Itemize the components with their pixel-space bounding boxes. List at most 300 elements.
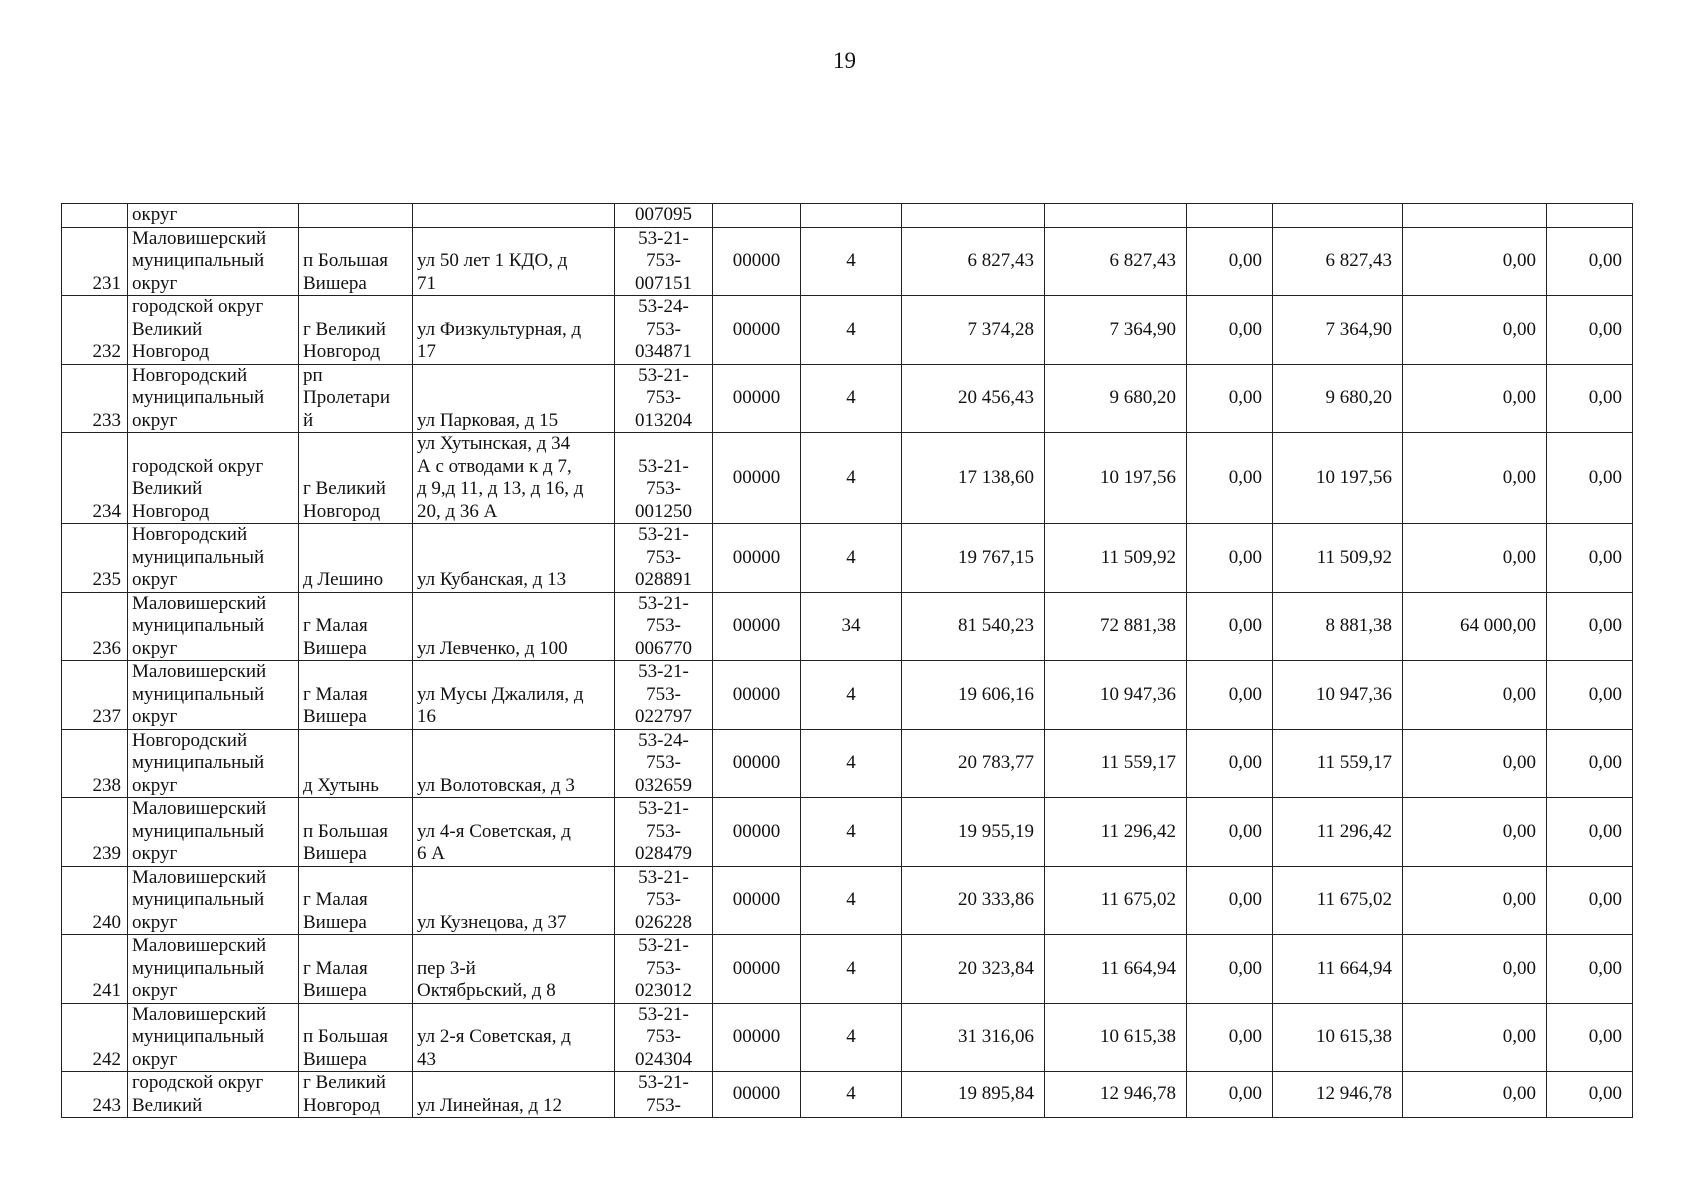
cell-settlement-line: п Большая bbox=[303, 250, 389, 271]
cell-address-line: ул 2-я Советская, д bbox=[417, 1026, 571, 1047]
cell-code: 00000 bbox=[713, 1003, 801, 1072]
cell-number: 232 bbox=[62, 296, 128, 365]
cell-address bbox=[413, 935, 615, 1004]
cell-settlement-line: п Большая bbox=[303, 1026, 389, 1047]
cell-address-line: 17 bbox=[417, 341, 436, 362]
cell-settlement bbox=[299, 661, 413, 730]
cell-v2: 11 559,17 bbox=[1045, 729, 1187, 798]
cell-v6: 0,00 bbox=[1547, 866, 1633, 935]
cell-cadastral-line: 753- bbox=[646, 957, 681, 979]
cell-address-line: пер 3-й bbox=[417, 957, 476, 979]
cell-cadastral-line: 53-21- bbox=[638, 455, 689, 477]
cell-v1: 31 316,06 bbox=[902, 1003, 1045, 1072]
cell-v5: 0,00 bbox=[1403, 798, 1547, 867]
table-row bbox=[62, 798, 1633, 867]
cell-district bbox=[128, 364, 299, 433]
cell-code: 00000 bbox=[713, 364, 801, 433]
cell-district-line: Маловишерский bbox=[132, 935, 267, 956]
cell-district-line: муниципальный bbox=[132, 683, 265, 705]
cell-settlement-line: Вишера bbox=[303, 706, 367, 727]
cell-address bbox=[413, 296, 615, 365]
cell-cadastral-line: 023012 bbox=[635, 980, 692, 1001]
cell-v5: 0,00 bbox=[1403, 227, 1547, 296]
cell-cadastral-line: 53-21- bbox=[638, 866, 689, 888]
cell-v6: 0,00 bbox=[1547, 296, 1633, 365]
cell-settlement bbox=[299, 296, 413, 365]
cell-district bbox=[128, 1003, 299, 1072]
cell-v1: 17 138,60 bbox=[902, 433, 1045, 524]
cell-v6: 0,00 bbox=[1547, 592, 1633, 661]
cell-v4: 9 680,20 bbox=[1273, 364, 1403, 433]
cell-address-line: ул 4-я Советская, д bbox=[417, 820, 571, 842]
table-row bbox=[62, 866, 1633, 935]
cell-v2: 11 296,42 bbox=[1045, 798, 1187, 867]
cell-cadastral bbox=[615, 661, 713, 730]
cell-district bbox=[128, 524, 299, 593]
cell-address-line: ул Линейная, д 12 bbox=[417, 1094, 562, 1116]
cell-v3: 0,00 bbox=[1187, 866, 1273, 935]
cell-v5: 64 000,00 bbox=[1403, 592, 1547, 661]
cell-settlement-line: й bbox=[303, 409, 314, 431]
cell-address-line: д 9,д 11, д 13, д 16, д bbox=[417, 478, 584, 499]
cell-settlement-line: Пролетари bbox=[303, 387, 391, 408]
cell-v5: 0,00 bbox=[1403, 364, 1547, 433]
cell-address bbox=[413, 204, 615, 228]
cell-code: 00000 bbox=[713, 433, 801, 524]
cell-v1 bbox=[902, 204, 1045, 228]
cell-address-line: ул Физкультурная, д bbox=[417, 318, 582, 340]
cell-qty: 34 bbox=[801, 592, 902, 661]
cell-settlement-line: г Малая bbox=[303, 615, 368, 636]
cell-address bbox=[413, 661, 615, 730]
cell-v5: 0,00 bbox=[1403, 524, 1547, 593]
cell-v6: 0,00 bbox=[1547, 364, 1633, 433]
cell-qty: 4 bbox=[801, 729, 902, 798]
cell-v5: 0,00 bbox=[1403, 296, 1547, 365]
cell-district-line: муниципальный bbox=[132, 615, 265, 636]
table-body bbox=[62, 204, 1633, 1118]
cell-qty: 4 bbox=[801, 661, 902, 730]
cell-cadastral bbox=[615, 296, 713, 365]
cell-address-line: 16 bbox=[417, 706, 436, 727]
cell-district-line: Великий bbox=[132, 1094, 203, 1116]
cell-cadastral-line: 53-21- bbox=[638, 592, 689, 614]
cell-settlement-line: д Лешино bbox=[303, 569, 384, 590]
cell-v6: 0,00 bbox=[1547, 433, 1633, 524]
cell-settlement bbox=[299, 935, 413, 1004]
cell-v1: 81 540,23 bbox=[902, 592, 1045, 661]
cell-district bbox=[128, 296, 299, 365]
cell-settlement-line: г Великий bbox=[303, 318, 386, 340]
cell-cadastral-line: 034871 bbox=[635, 341, 692, 362]
cell-address-line: ул Волотовская, д 3 bbox=[417, 774, 575, 796]
cell-cadastral bbox=[615, 798, 713, 867]
cell-code: 00000 bbox=[713, 661, 801, 730]
cell-v3: 0,00 bbox=[1187, 433, 1273, 524]
cell-code: 00000 bbox=[713, 798, 801, 867]
cell-cadastral-line: 013204 bbox=[635, 409, 692, 431]
cell-cadastral bbox=[615, 935, 713, 1004]
cell-number: 239 bbox=[62, 798, 128, 867]
cell-district-line: Новгородский bbox=[132, 524, 248, 545]
cell-qty: 4 bbox=[801, 227, 902, 296]
page-number: 19 bbox=[833, 48, 856, 73]
cell-district-line: округ bbox=[132, 843, 178, 864]
cell-district-line: Великий bbox=[132, 318, 203, 340]
cell-district-line: округ bbox=[132, 911, 178, 933]
cell-district-line: городской округ bbox=[132, 1072, 264, 1093]
cell-v4: 11 559,17 bbox=[1273, 729, 1403, 798]
cell-district-line: муниципальный bbox=[132, 820, 265, 842]
cell-v1: 20 333,86 bbox=[902, 866, 1045, 935]
cell-v4 bbox=[1273, 204, 1403, 228]
cell-v2: 11 675,02 bbox=[1045, 866, 1187, 935]
cell-code: 00000 bbox=[713, 935, 801, 1004]
cell-settlement-line: г Малая bbox=[303, 683, 368, 705]
cell-v1: 19 767,15 bbox=[902, 524, 1045, 593]
cell-settlement-line: г Малая bbox=[303, 957, 368, 979]
cell-v6: 0,00 bbox=[1547, 661, 1633, 730]
cell-v4: 6 827,43 bbox=[1273, 227, 1403, 296]
cell-settlement-line: Вишера bbox=[303, 843, 367, 864]
cell-v4: 7 364,90 bbox=[1273, 296, 1403, 365]
cell-cadastral-line: 53-21- bbox=[638, 1003, 689, 1025]
cell-settlement bbox=[299, 1003, 413, 1072]
cell-number: 237 bbox=[62, 661, 128, 730]
cell-v2: 9 680,20 bbox=[1045, 364, 1187, 433]
cell-address-line: 6 А bbox=[417, 843, 445, 864]
cell-address-line: А с отводами к д 7, bbox=[417, 455, 572, 477]
cell-v1: 19 895,84 bbox=[902, 1072, 1045, 1118]
cell-cadastral-line: 753- bbox=[646, 820, 681, 842]
cell-district bbox=[128, 1072, 299, 1118]
cell-settlement-line: г Великий bbox=[303, 1072, 386, 1093]
table-row bbox=[62, 592, 1633, 661]
cell-v3: 0,00 bbox=[1187, 661, 1273, 730]
cell-v6: 0,00 bbox=[1547, 1072, 1633, 1118]
cell-v2: 7 364,90 bbox=[1045, 296, 1187, 365]
cell-qty bbox=[801, 204, 902, 228]
cell-cadastral bbox=[615, 592, 713, 661]
cell-address bbox=[413, 1003, 615, 1072]
cell-district bbox=[128, 935, 299, 1004]
cell-cadastral-line: 753- bbox=[646, 889, 681, 910]
cell-settlement bbox=[299, 866, 413, 935]
cell-qty: 4 bbox=[801, 798, 902, 867]
cell-address-line: ул Мусы Джалиля, д bbox=[417, 683, 584, 705]
cell-cadastral-line: 026228 bbox=[635, 911, 692, 933]
cell-address-line: 71 bbox=[417, 272, 436, 294]
cell-cadastral-line: 53-21- bbox=[638, 935, 689, 956]
cell-district: округ bbox=[128, 204, 299, 228]
cell-number: 236 bbox=[62, 592, 128, 661]
cell-number bbox=[62, 204, 128, 228]
cell-district-line: муниципальный bbox=[132, 957, 265, 979]
cell-settlement bbox=[299, 204, 413, 228]
cell-district-line: округ bbox=[132, 980, 178, 1001]
cell-v3: 0,00 bbox=[1187, 729, 1273, 798]
table-row bbox=[62, 1072, 1633, 1118]
cell-v3: 0,00 bbox=[1187, 798, 1273, 867]
cell-number: 243 bbox=[62, 1072, 128, 1118]
cell-cadastral-line: 753- bbox=[646, 478, 681, 499]
cell-v4: 10 947,36 bbox=[1273, 661, 1403, 730]
cell-address-line: ул Левченко, д 100 bbox=[417, 637, 568, 659]
cell-number: 233 bbox=[62, 364, 128, 433]
cell-district-line: Маловишерский bbox=[132, 227, 267, 249]
cell-v5: 0,00 bbox=[1403, 661, 1547, 730]
cell-code: 00000 bbox=[713, 866, 801, 935]
cell-v6: 0,00 bbox=[1547, 227, 1633, 296]
cell-district-line: Маловишерский bbox=[132, 866, 267, 888]
cell-district-line: Маловишерский bbox=[132, 798, 267, 819]
cell-address bbox=[413, 524, 615, 593]
cell-address-line: Октябрьский, д 8 bbox=[417, 980, 556, 1001]
cell-code: 00000 bbox=[713, 592, 801, 661]
cell-v3: 0,00 bbox=[1187, 227, 1273, 296]
cell-code: 00000 bbox=[713, 296, 801, 365]
cell-settlement bbox=[299, 433, 413, 524]
cell-settlement-line: Вишера bbox=[303, 980, 367, 1001]
cell-address bbox=[413, 1072, 615, 1118]
cell-cadastral bbox=[615, 227, 713, 296]
cell-address bbox=[413, 866, 615, 935]
cell-district-line: муниципальный bbox=[132, 546, 265, 568]
cell-cadastral-line: 028479 bbox=[635, 843, 692, 864]
cell-number: 240 bbox=[62, 866, 128, 935]
cell-qty: 4 bbox=[801, 1072, 902, 1118]
cell-v4: 10 197,56 bbox=[1273, 433, 1403, 524]
cell-v2: 12 946,78 bbox=[1045, 1072, 1187, 1118]
cell-v3: 0,00 bbox=[1187, 1003, 1273, 1072]
cell-v5: 0,00 bbox=[1403, 866, 1547, 935]
cell-settlement bbox=[299, 524, 413, 593]
cell-cadastral-line: 024304 bbox=[635, 1048, 692, 1070]
cell-cadastral bbox=[615, 866, 713, 935]
cell-code bbox=[713, 204, 801, 228]
cell-v1: 20 456,43 bbox=[902, 364, 1045, 433]
cell-district bbox=[128, 433, 299, 524]
cell-number: 234 bbox=[62, 433, 128, 524]
cell-cadastral-line: 53-21- bbox=[638, 227, 689, 249]
cell-v1: 7 374,28 bbox=[902, 296, 1045, 365]
cell-v2: 11 509,92 bbox=[1045, 524, 1187, 593]
cell-address-line: ул 50 лет 1 КДО, д bbox=[417, 250, 568, 271]
cell-v6: 0,00 bbox=[1547, 524, 1633, 593]
cell-settlement-line: Вишера bbox=[303, 272, 367, 294]
table-row bbox=[62, 1003, 1633, 1072]
cell-v5: 0,00 bbox=[1403, 1072, 1547, 1118]
cell-v6: 0,00 bbox=[1547, 798, 1633, 867]
cell-v5: 0,00 bbox=[1403, 935, 1547, 1004]
cell-address-line: ул Кубанская, д 13 bbox=[417, 569, 567, 590]
cell-v5: 0,00 bbox=[1403, 1003, 1547, 1072]
cell-v3: 0,00 bbox=[1187, 935, 1273, 1004]
cell-district-line: Маловишерский bbox=[132, 1003, 267, 1025]
cell-district bbox=[128, 227, 299, 296]
cell-qty: 4 bbox=[801, 1003, 902, 1072]
cell-district bbox=[128, 729, 299, 798]
cell-district-line: округ bbox=[132, 409, 178, 431]
cell-qty: 4 bbox=[801, 296, 902, 365]
cell-district-line: муниципальный bbox=[132, 752, 265, 773]
cell-v1: 6 827,43 bbox=[902, 227, 1045, 296]
cell-v1: 19 955,19 bbox=[902, 798, 1045, 867]
cell-v2: 10 615,38 bbox=[1045, 1003, 1187, 1072]
cell-district-line: округ bbox=[132, 1048, 178, 1070]
cell-cadastral: 007095 bbox=[615, 204, 713, 228]
cell-cadastral bbox=[615, 1072, 713, 1118]
cell-district-line: муниципальный bbox=[132, 387, 265, 408]
cell-cadastral-line: 753- bbox=[646, 318, 681, 340]
cell-district-line: округ bbox=[132, 706, 178, 727]
cell-district-line: округ bbox=[132, 637, 178, 659]
cell-cadastral-line: 753- bbox=[646, 615, 681, 636]
cell-number: 231 bbox=[62, 227, 128, 296]
cell-v3: 0,00 bbox=[1187, 296, 1273, 365]
table-row bbox=[62, 661, 1633, 730]
cell-v4: 11 509,92 bbox=[1273, 524, 1403, 593]
cell-v2 bbox=[1045, 204, 1187, 228]
cell-v4: 11 296,42 bbox=[1273, 798, 1403, 867]
cell-settlement bbox=[299, 798, 413, 867]
cell-number: 235 bbox=[62, 524, 128, 593]
cell-address-line: ул Кузнецова, д 37 bbox=[417, 911, 567, 933]
cell-settlement-line: п Большая bbox=[303, 820, 389, 842]
cell-v1: 20 323,84 bbox=[902, 935, 1045, 1004]
cell-v1: 20 783,77 bbox=[902, 729, 1045, 798]
cell-district-line: округ bbox=[132, 569, 178, 590]
registry-table bbox=[61, 203, 1633, 1118]
cell-v2: 72 881,38 bbox=[1045, 592, 1187, 661]
cell-v1: 19 606,16 bbox=[902, 661, 1045, 730]
cell-settlement-line: г Великий bbox=[303, 478, 386, 499]
cell-code: 00000 bbox=[713, 729, 801, 798]
cell-district-line: муниципальный bbox=[132, 1026, 265, 1047]
cell-v5: 0,00 bbox=[1403, 729, 1547, 798]
table-row bbox=[62, 296, 1633, 365]
cell-settlement bbox=[299, 729, 413, 798]
cell-settlement bbox=[299, 1072, 413, 1118]
cell-district-line: Новгород bbox=[132, 500, 210, 522]
cell-v6: 0,00 bbox=[1547, 1003, 1633, 1072]
cell-district-line: округ bbox=[132, 272, 178, 294]
cell-address bbox=[413, 798, 615, 867]
cell-settlement-line: г Малая bbox=[303, 889, 368, 910]
cell-address-line: ул Хутынская, д 34 bbox=[417, 433, 571, 454]
table-row bbox=[62, 524, 1633, 593]
cell-v4: 11 664,94 bbox=[1273, 935, 1403, 1004]
table-row bbox=[62, 364, 1633, 433]
cell-v4: 12 946,78 bbox=[1273, 1072, 1403, 1118]
cell-settlement-line: Вишера bbox=[303, 911, 367, 933]
cell-v5: 0,00 bbox=[1403, 433, 1547, 524]
table-row bbox=[62, 433, 1633, 524]
cell-district-line: округ bbox=[132, 774, 178, 796]
cell-cadastral-line: 753- bbox=[646, 250, 681, 271]
cell-cadastral-line: 53-21- bbox=[638, 364, 689, 386]
cell-settlement bbox=[299, 227, 413, 296]
cell-cadastral-line: 753- bbox=[646, 683, 681, 705]
cell-v3: 0,00 bbox=[1187, 524, 1273, 593]
cell-v3 bbox=[1187, 204, 1273, 228]
cell-district-line: Новгород bbox=[132, 341, 210, 362]
cell-cadastral-line: 53-21- bbox=[638, 661, 689, 682]
cell-address-line: ул Парковая, д 15 bbox=[417, 409, 559, 431]
cell-address bbox=[413, 729, 615, 798]
cell-cadastral-line: 001250 bbox=[635, 500, 692, 522]
cell-qty: 4 bbox=[801, 524, 902, 593]
cell-settlement-line: Новгород bbox=[303, 341, 381, 362]
cell-settlement-line: Вишера bbox=[303, 1048, 367, 1070]
cell-cadastral bbox=[615, 729, 713, 798]
cell-cadastral bbox=[615, 364, 713, 433]
cell-v2: 6 827,43 bbox=[1045, 227, 1187, 296]
cell-cadastral-line: 006770 bbox=[635, 637, 692, 659]
cell-v5 bbox=[1403, 204, 1547, 228]
cell-district-line: городской округ bbox=[132, 296, 264, 317]
cell-cadastral-line: 53-21- bbox=[638, 1072, 689, 1093]
cell-v3: 0,00 bbox=[1187, 592, 1273, 661]
cell-cadastral-line: 753- bbox=[646, 546, 681, 568]
cell-v4: 11 675,02 bbox=[1273, 866, 1403, 935]
cell-cadastral-line: 53-24- bbox=[638, 729, 689, 751]
cell-district bbox=[128, 866, 299, 935]
cell-settlement-line: д Хутынь bbox=[303, 774, 379, 796]
cell-cadastral-line: 753- bbox=[646, 387, 681, 408]
cell-cadastral-line: 753- bbox=[646, 752, 681, 773]
cell-v6: 0,00 bbox=[1547, 935, 1633, 1004]
cell-district-line: Маловишерский bbox=[132, 592, 267, 614]
cell-district bbox=[128, 798, 299, 867]
cell-number: 242 bbox=[62, 1003, 128, 1072]
cell-address-line: 43 bbox=[417, 1048, 436, 1070]
cell-cadastral-line: 028891 bbox=[635, 569, 692, 590]
cell-district bbox=[128, 661, 299, 730]
cell-settlement bbox=[299, 592, 413, 661]
cell-code: 00000 bbox=[713, 227, 801, 296]
cell-address bbox=[413, 364, 615, 433]
table-row-continuation bbox=[62, 204, 1633, 228]
cell-address-line: 20, д 36 А bbox=[417, 500, 498, 522]
cell-address bbox=[413, 592, 615, 661]
cell-cadastral-line: 007151 bbox=[635, 272, 692, 294]
cell-v4: 8 881,38 bbox=[1273, 592, 1403, 661]
cell-qty: 4 bbox=[801, 935, 902, 1004]
cell-v2: 10 947,36 bbox=[1045, 661, 1187, 730]
cell-district-line: Новгородский bbox=[132, 364, 248, 386]
cell-cadastral-line: 032659 bbox=[635, 774, 692, 796]
cell-settlement bbox=[299, 364, 413, 433]
cell-qty: 4 bbox=[801, 364, 902, 433]
cell-settlement-line: Новгород bbox=[303, 500, 381, 522]
cell-district bbox=[128, 592, 299, 661]
cell-qty: 4 bbox=[801, 433, 902, 524]
cell-code: 00000 bbox=[713, 524, 801, 593]
cell-v4: 10 615,38 bbox=[1273, 1003, 1403, 1072]
cell-qty: 4 bbox=[801, 866, 902, 935]
cell-district-line: Великий bbox=[132, 478, 203, 499]
cell-cadastral bbox=[615, 1003, 713, 1072]
cell-settlement-line: Вишера bbox=[303, 637, 367, 659]
cell-district-line: городской округ bbox=[132, 455, 264, 477]
cell-cadastral-line: 022797 bbox=[635, 706, 692, 727]
cell-v3: 0,00 bbox=[1187, 1072, 1273, 1118]
cell-v6 bbox=[1547, 204, 1633, 228]
table-row bbox=[62, 935, 1633, 1004]
table-row bbox=[62, 227, 1633, 296]
cell-cadastral-line: 753- bbox=[646, 1094, 681, 1116]
